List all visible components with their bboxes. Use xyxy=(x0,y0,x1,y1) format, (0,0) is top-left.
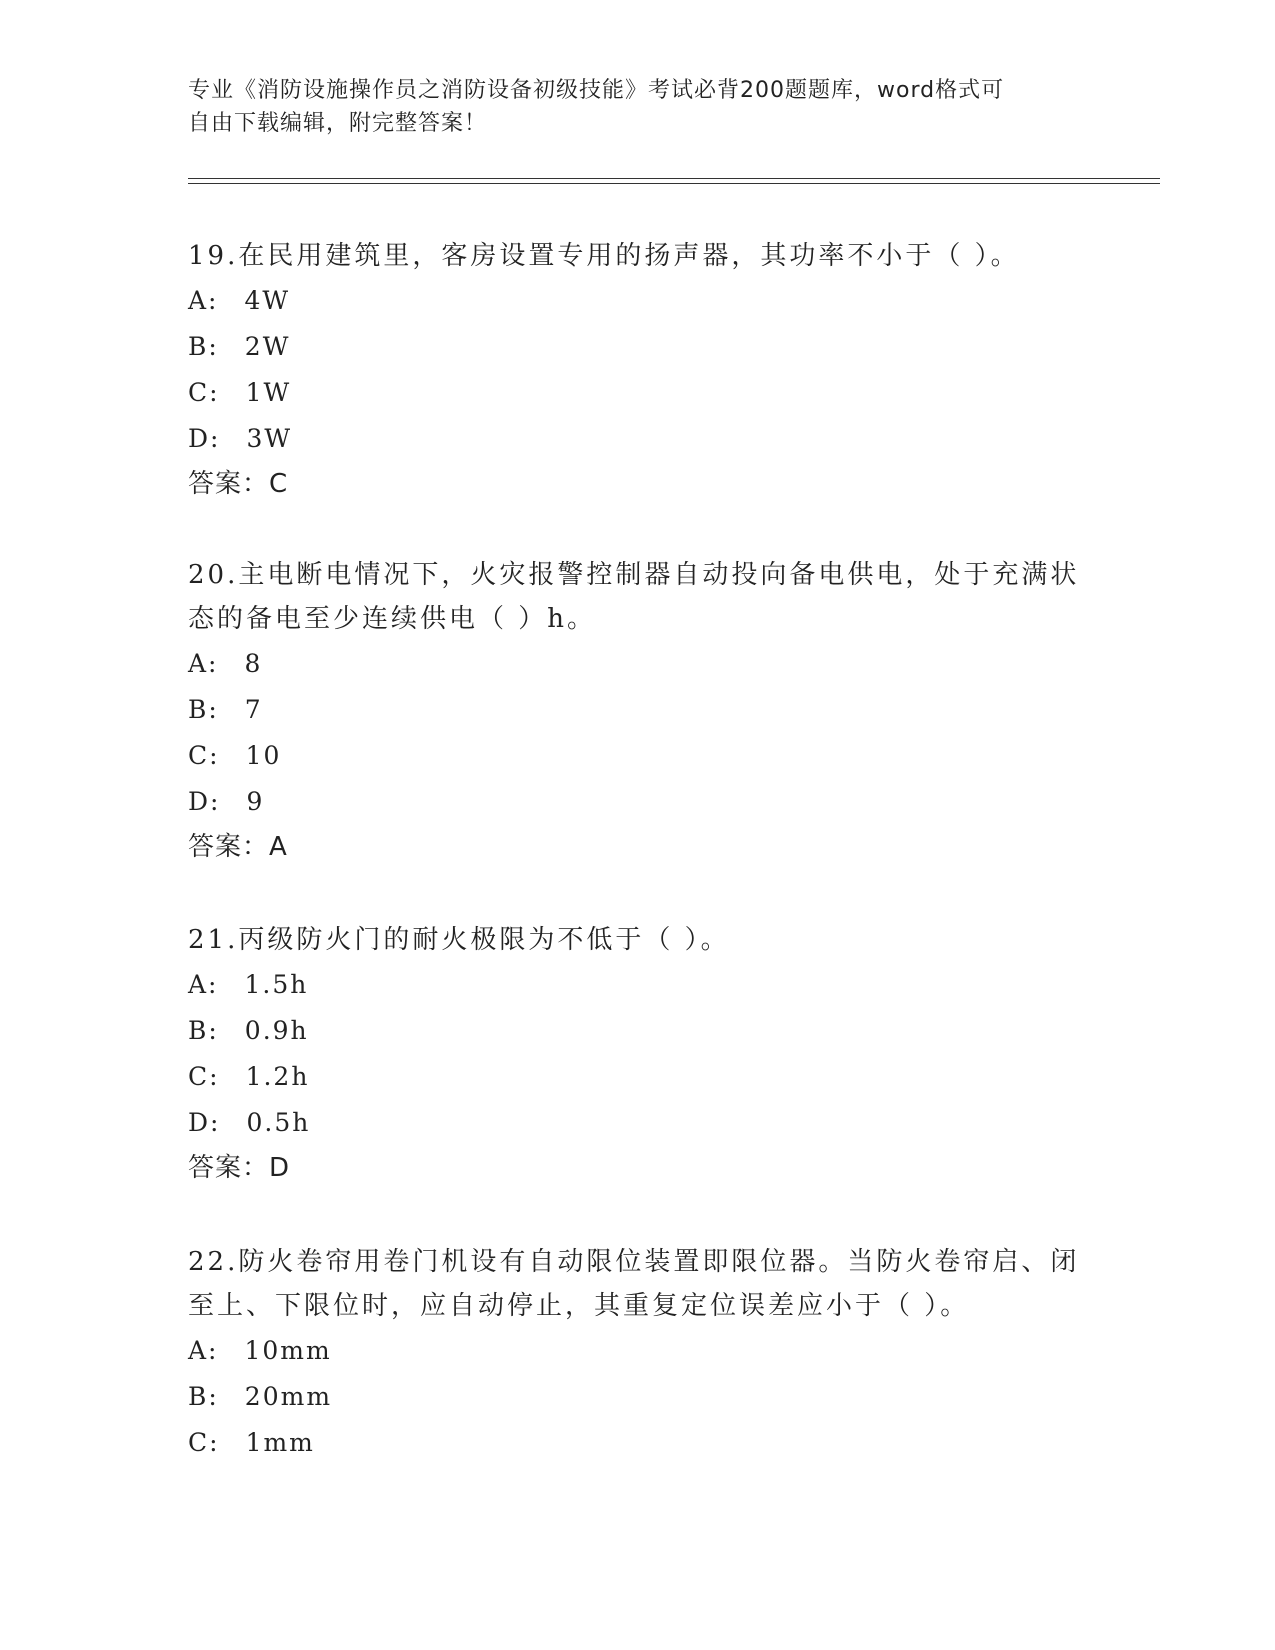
option-key: B: xyxy=(188,1016,219,1045)
option-value: 10mm xyxy=(244,1336,332,1365)
option-key: C: xyxy=(188,741,220,770)
option-b xyxy=(188,324,1088,370)
option-key: B: xyxy=(188,1382,219,1411)
option-b xyxy=(188,1008,1088,1054)
option-a xyxy=(188,641,1088,687)
option-a xyxy=(188,1328,1088,1374)
option-c xyxy=(188,370,1088,416)
question-20 xyxy=(188,553,1088,869)
option-a xyxy=(188,278,1088,324)
option-value: 1mm xyxy=(245,1428,315,1457)
option-key: B: xyxy=(188,695,219,724)
option-key: D: xyxy=(188,424,221,453)
question-19 xyxy=(188,234,1088,506)
option-value: 0.5h xyxy=(246,1108,311,1137)
question-text: 21.丙级防火门的耐火极限为不低于（ ）。 xyxy=(188,925,730,955)
option-key: D: xyxy=(188,787,221,816)
option-value: 1.5h xyxy=(244,970,309,999)
option-value: 4W xyxy=(244,286,291,315)
option-value: 1W xyxy=(245,378,292,407)
question-text-line-2: 至上、下限位时，应自动停止，其重复定位误差应小于（ ）。 xyxy=(188,1291,970,1321)
option-key: A: xyxy=(188,1336,219,1365)
option-value: 8 xyxy=(244,649,263,678)
option-value: 2W xyxy=(244,332,291,361)
answer: 答案：A xyxy=(188,832,288,862)
header-divider-top xyxy=(188,178,1160,179)
option-key: A: xyxy=(188,286,219,315)
question-21 xyxy=(188,918,1088,1190)
question-text-line-1: 20.主电断电情况下，火灾报警控制器自动投向备电供电，处于充满状 xyxy=(188,560,1080,590)
option-value: 7 xyxy=(244,695,263,724)
option-b xyxy=(188,687,1088,733)
option-value: 9 xyxy=(246,787,265,816)
option-key: C: xyxy=(188,378,220,407)
option-value: 3W xyxy=(246,424,293,453)
option-b xyxy=(188,1374,1088,1420)
option-key: C: xyxy=(188,1062,220,1091)
answer: 答案：D xyxy=(188,1153,291,1183)
question-text: 19.在民用建筑里，客房设置专用的扬声器，其功率不小于（ ）。 xyxy=(188,241,1020,271)
header-line-1: 专业《消防设施操作员之消防设备初级技能》考试必背200题题库，word格式可 xyxy=(188,78,1005,103)
option-value: 0.9h xyxy=(244,1016,309,1045)
option-c xyxy=(188,1054,1088,1100)
option-value: 20mm xyxy=(244,1382,333,1411)
option-value: 1.2h xyxy=(245,1062,310,1091)
question-text-line-2: 态的备电至少连续供电（ ）h。 xyxy=(188,604,597,634)
option-value: 10 xyxy=(245,741,282,770)
option-c xyxy=(188,1420,1088,1466)
option-d xyxy=(188,416,1088,462)
option-c xyxy=(188,733,1088,779)
option-key: A: xyxy=(188,649,219,678)
answer: 答案：C xyxy=(188,469,289,499)
header-line-2: 自由下载编辑，附完整答案！ xyxy=(188,111,488,136)
document-header xyxy=(188,74,1068,140)
question-22 xyxy=(188,1240,1088,1466)
option-key: A: xyxy=(188,970,219,999)
option-key: B: xyxy=(188,332,219,361)
option-key: C: xyxy=(188,1428,220,1457)
option-d xyxy=(188,1100,1088,1146)
option-d xyxy=(188,779,1088,825)
option-key: D: xyxy=(188,1108,221,1137)
option-a xyxy=(188,962,1088,1008)
question-text-line-1: 22.防火卷帘用卷门机设有自动限位装置即限位器。当防火卷帘启、闭 xyxy=(188,1247,1080,1277)
header-divider-bottom xyxy=(188,183,1160,184)
